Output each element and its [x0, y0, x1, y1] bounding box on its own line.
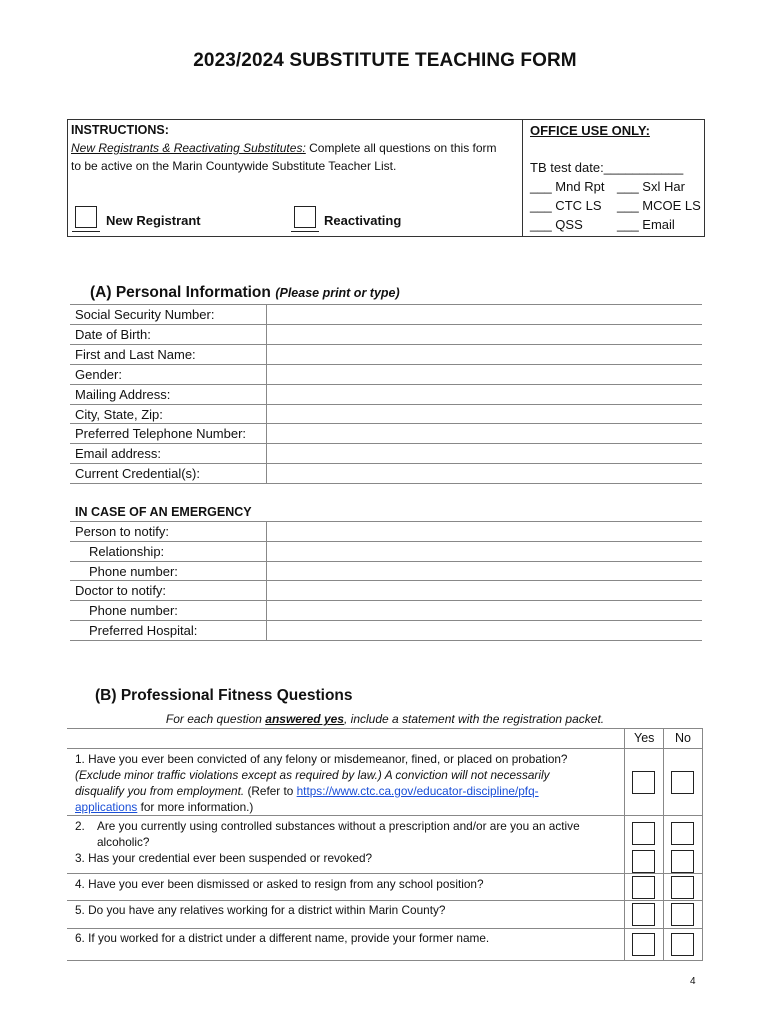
personal-table-answer-field[interactable]: [267, 424, 702, 443]
personal-table-row-border: [70, 483, 702, 484]
q1-line3-italic: disqualify you from employment.: [75, 784, 245, 798]
section-b-intro: [0, 712, 770, 726]
emergency-table-answer-field[interactable]: [267, 581, 702, 600]
q4-border: [67, 900, 702, 901]
personal-table-answer-field[interactable]: [267, 305, 702, 324]
reactivating-underline: [291, 231, 319, 232]
q1-line2-text: (Exclude minor traffic violations except as required by law.) A conviction will not necessarily: [75, 768, 550, 782]
tb-test-date: TB test date:___________: [530, 160, 684, 175]
question-2-line-2: alcoholic?: [97, 835, 150, 849]
office-mcoe-ls: ___ MCOE LS: [617, 198, 701, 213]
instructions-divider: [522, 119, 523, 237]
emergency-table-answer-field[interactable]: [267, 542, 702, 561]
personal-table-answer-field[interactable]: [267, 365, 702, 384]
question-4: 4. Have you ever been dismissed or asked to resign from any school position?: [75, 877, 484, 891]
emergency-table-row-border: [70, 640, 702, 641]
question-5: 5. Do you have any relatives working for a district within Marin County?: [75, 903, 446, 917]
personal-table-label: City, State, Zip:: [75, 406, 163, 422]
new-registrant-checkbox[interactable]: [75, 206, 97, 228]
instructions-heading: INSTRUCTIONS:: [71, 123, 169, 137]
q1-no-checkbox[interactable]: [671, 771, 694, 794]
emergency-table-answer-field[interactable]: [267, 562, 702, 581]
reactivating-checkbox[interactable]: [294, 206, 316, 228]
yes-header: Yes: [634, 731, 655, 745]
office-mnd-rpt: ___ Mnd Rpt: [530, 179, 605, 194]
page-number: 4: [690, 976, 696, 987]
section-a-subtitle: (Please print or type): [275, 286, 400, 300]
intro-pre: For each question: [165, 712, 266, 726]
section-a-heading: [90, 284, 400, 302]
instructions-line-2: to be active on the Marin Countywide Substitute Teacher List.: [71, 159, 397, 173]
q3-border: [67, 873, 702, 874]
no-column-divider: [663, 728, 664, 961]
personal-table-answer-field[interactable]: [267, 464, 702, 483]
instructions-line-1: [71, 141, 497, 155]
fitness-header-border: [67, 748, 702, 749]
q5-yes-checkbox[interactable]: [632, 903, 655, 926]
section-a-title: (A) Personal Information: [90, 284, 271, 301]
reactivating-label: Reactivating: [324, 213, 402, 228]
question-6: 6. If you worked for a district under a different name, provide your former name.: [75, 931, 490, 945]
office-ctc-ls: ___ CTC LS: [530, 198, 602, 213]
personal-table-column-divider: [266, 304, 267, 483]
emergency-table-answer-field[interactable]: [267, 601, 702, 620]
personal-table-label: Preferred Telephone Number:: [75, 426, 247, 442]
emergency-table-answer-field[interactable]: [267, 522, 702, 541]
pfq-link-continued[interactable]: applications: [75, 800, 138, 814]
personal-table-answer-field[interactable]: [267, 345, 702, 364]
personal-table-answer-field[interactable]: [267, 325, 702, 344]
intro-bold: answered yes: [265, 712, 344, 726]
q3-no-checkbox[interactable]: [671, 850, 694, 873]
instructions-line-1-rest: Complete all questions on this form: [305, 141, 497, 155]
personal-table-answer-field[interactable]: [267, 385, 702, 404]
new-registrant-underline: [72, 231, 100, 232]
fitness-bottom-border: [67, 960, 702, 961]
office-sxl-har: ___ Sxl Har: [617, 179, 685, 194]
emergency-table-label: Phone number:: [89, 603, 178, 619]
form-title: 2023/2024 SUBSTITUTE TEACHING FORM: [193, 50, 577, 71]
emergency-table-label: Person to notify:: [75, 524, 169, 539]
fitness-table-top-border: [67, 728, 702, 729]
q3-yes-checkbox[interactable]: [632, 850, 655, 873]
emergency-table-label: Preferred Hospital:: [89, 623, 198, 638]
office-use-heading: OFFICE USE ONLY:: [530, 123, 650, 138]
q5-no-checkbox[interactable]: [671, 903, 694, 926]
yes-column-divider: [624, 728, 625, 961]
question-1-line-1: 1. Have you ever been convicted of any felony or misdemeanor, fined, or placed on probation?: [75, 752, 568, 766]
q1-line3-rest: (Refer to: [244, 784, 297, 798]
intro-post: , include a statement with the registration packet.: [343, 712, 605, 726]
new-registrant-label: New Registrant: [106, 213, 201, 228]
office-qss: ___ QSS: [530, 217, 583, 232]
personal-table-label: Email address:: [75, 446, 161, 462]
q5-border: [67, 928, 702, 929]
q2-yes-checkbox[interactable]: [632, 822, 655, 845]
q1-line4-rest: for more information.): [137, 800, 254, 814]
office-email: ___ Email: [617, 217, 675, 232]
q1-yes-checkbox[interactable]: [632, 771, 655, 794]
personal-table-answer-field[interactable]: [267, 405, 702, 424]
emergency-heading: IN CASE OF AN EMERGENCY: [75, 505, 252, 519]
personal-table-answer-field[interactable]: [267, 444, 702, 463]
pfq-link[interactable]: https://www.ctc.ca.gov/educator-discipline/pfq-: [296, 784, 539, 798]
question-2-line-1: Are you currently using controlled substances without a prescription and/or are you an active: [97, 819, 580, 833]
personal-table-label: Date of Birth:: [75, 326, 151, 342]
question-2-number: 2.: [75, 819, 85, 833]
question-1-line-2: [75, 767, 549, 784]
instructions-italic-lead: New Registrants & Reactivating Substitutes:: [71, 141, 306, 155]
q4-yes-checkbox[interactable]: [632, 876, 655, 899]
personal-table-label: First and Last Name:: [75, 346, 196, 362]
personal-table-label: Gender:: [75, 366, 122, 382]
personal-table-label: Current Credential(s):: [75, 466, 200, 482]
emergency-table-label: Relationship:: [89, 543, 165, 559]
table-right-border: [702, 728, 703, 961]
q6-no-checkbox[interactable]: [671, 933, 694, 956]
q6-yes-checkbox[interactable]: [632, 933, 655, 956]
question-1-line-3: [75, 783, 539, 800]
section-b-title: (B) Professional Fitness Questions: [95, 687, 353, 704]
no-header: No: [675, 731, 691, 745]
emergency-table-answer-field[interactable]: [267, 621, 702, 640]
question-3: 3. Has your credential ever been suspended or revoked?: [75, 851, 373, 865]
q2-no-checkbox[interactable]: [671, 822, 694, 845]
personal-table-label: Mailing Address:: [75, 386, 171, 402]
question-1-line-4: [75, 799, 253, 816]
emergency-table-label: Doctor to notify:: [75, 583, 167, 599]
emergency-table-column-divider: [266, 521, 267, 640]
personal-table-label: Social Security Number:: [75, 307, 215, 322]
q4-no-checkbox[interactable]: [671, 876, 694, 899]
emergency-table-label: Phone number:: [89, 563, 178, 579]
